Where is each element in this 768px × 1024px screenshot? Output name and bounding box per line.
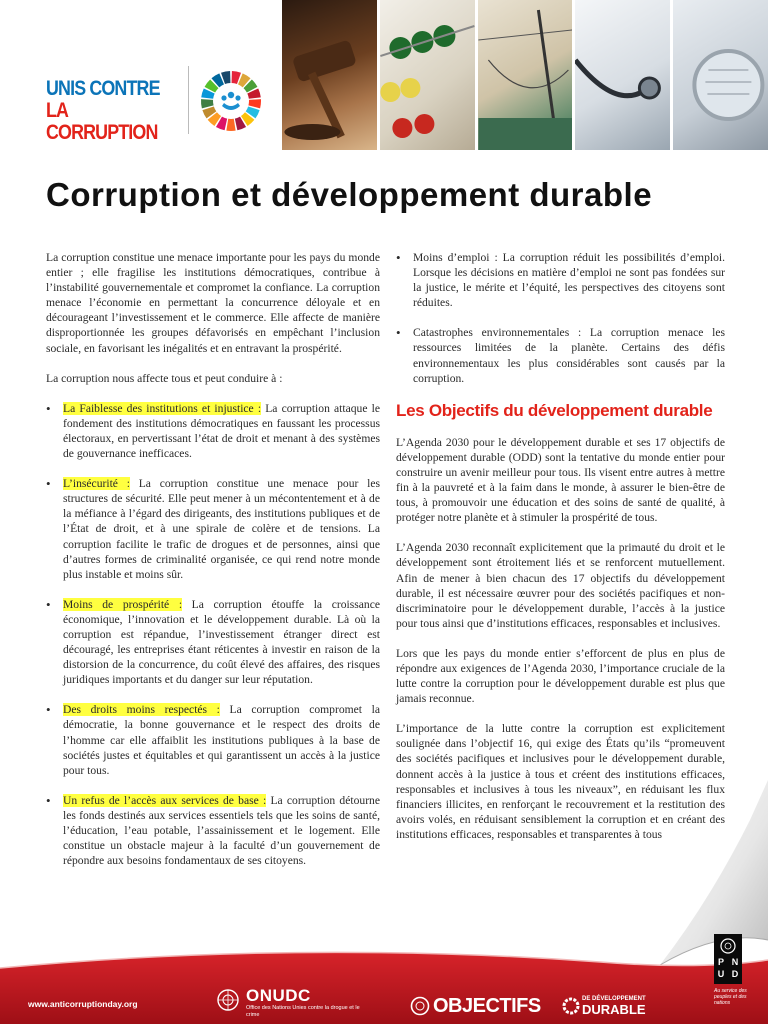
impact-list-continued bbox=[396, 250, 725, 386]
undp-tagline: Au service des peuples et des nations bbox=[714, 988, 747, 1006]
sdg-wheel-icon bbox=[200, 70, 262, 132]
sdg-word: OBJECTIFS bbox=[433, 995, 541, 1017]
website-link[interactable]: www.anticorruptionday.org bbox=[28, 999, 138, 1009]
undp-letter: D bbox=[731, 969, 739, 979]
impact-list bbox=[46, 401, 380, 869]
footer-banner bbox=[0, 940, 768, 1024]
gavel-photo bbox=[282, 0, 377, 150]
sdg-wheel-segment bbox=[248, 99, 261, 108]
undp-logo bbox=[714, 934, 747, 1024]
body-paragraph: L’importance de la lutte contre la corruption est explicitement soulignée dans l’objectif 16, qui exige des États qu’ils “promeuvent des sociétés pacifiques et inclusives pour le développement durable, donnent accès à la justice à tous et créent des institutions efficaces, responsables et inclusives à tous les niveaux”, en réduisant les flux financiers illicites, en renforçant le recouvrement et la restitution des avoirs volés, en réduisant sensiblement la corruption et en créant des institutions efficaces, responsables et transparentes à tous bbox=[396, 722, 725, 841]
stethoscope-photo bbox=[575, 0, 670, 150]
body-paragraph: Lors que les pays du monde entier s’efforcent de plus en plus de répondre aux exigences de l’Agenda 2030, l’importance cruciale de la lutte contre la corruption pour le développement durable est plus que jamais reconnue. bbox=[396, 646, 725, 706]
list-item: • Moins d’emploi : La corruption réduit les possibilités d’emploi. Lorsque les décisions en matière d’emploi ne sont pas fondées sur la justice, le mérite et l’équité, les perspectives des citoyens sont réduites. bbox=[396, 250, 725, 310]
logo-divider bbox=[188, 66, 189, 134]
body-paragraph: L’Agenda 2030 reconnaît explicitement que la primauté du droit et le développement sont étroitement liés et se renforcent mutuellement. Afin de mener à bien chacun des 17 objectifs du développement durable, il est nécessaire œuvrer pour des sociétés pacifiques et non-discriminatoire pour le développement durable, l’accès à la justice pour tous ainsi que d’institutions efficaces, responsables et inclusives. bbox=[396, 541, 725, 630]
header-photo-strip bbox=[282, 0, 768, 150]
sdg-wheel-segment bbox=[201, 99, 214, 108]
highlighted-term: Un refus de l’accès aux services de base : bbox=[63, 793, 267, 807]
list-item: • Catastrophes environnementales : La corruption menace les ressources limitées de la planète. Certains des défis environnementaux les plus considérables sont causés par la corruption. bbox=[396, 325, 725, 385]
list-item-text: La corruption étouffe la croissance économique, l’innovation et le développement durable. Là où la corruption est répandue, l’investissement étranger direct est découragé, les entreprises étant réticentes à investir en raison de la distorsion de la concurrence, du coût élevé des affaires, des risques juridiques importants et du danger sur leur réputation. bbox=[63, 597, 380, 687]
list-item bbox=[46, 793, 380, 868]
sdg-subtitle: DE DÉVELOPPEMENT bbox=[582, 996, 646, 1002]
list-item bbox=[46, 401, 380, 461]
un-emblem-icon bbox=[719, 937, 737, 955]
section-title: Les Objectifs du développement durable bbox=[396, 400, 713, 420]
onudc-subtitle: Office des Nations Unies contre la drogue et le crime bbox=[246, 1005, 360, 1018]
list-item-text: La corruption constitue une menace pour les structures de sécurité. Elle peut mener à un mécontentement et à de la méfiance à l’égard des dirigeants, des institutions publiques et de l’État de droit, et à une spirale de colère et de tensions. La corruption facilite le trafic de drogues et de personnes, ainsi que d’autres formes de criminalité organisée, ce qui rend notre monde plus instable et moins sûr. bbox=[63, 477, 381, 581]
un-emblem-icon bbox=[410, 996, 430, 1016]
sdg-ring-icon bbox=[562, 997, 580, 1015]
campaign-logo-line1: UNIS CONTRE bbox=[46, 77, 160, 100]
highlighted-term: La Faiblesse des institutions et injustice : bbox=[63, 401, 262, 415]
list-item-text: La corruption attaque le fondement des institutions démocratiques en faussant les processus électoraux, en pervertissant l’état de droit et menant à des systèmes de gouvernance inefficaces. bbox=[63, 401, 380, 461]
campaign-logo-line2: LA CORRUPTION bbox=[46, 99, 158, 144]
undp-letter: N bbox=[731, 957, 739, 967]
undp-letters bbox=[714, 956, 742, 980]
lead-paragraph: La corruption nous affecte tous et peut conduire à : bbox=[46, 371, 283, 385]
highlighted-term: Des droits moins respectés : bbox=[63, 703, 220, 717]
onudc-name: ONUDC bbox=[246, 986, 311, 1005]
page-title: Corruption et développement durable bbox=[46, 176, 653, 213]
list-item-text: La corruption compromet la démocratie, la bonne gouvernance et le respect des droits de l’homme car elle affaiblit les institutions publiques à la base de sociétés justes et équitables et qui garantissent un accès à la justice pour tous. bbox=[63, 703, 380, 777]
sdg-durable: DURABLE bbox=[582, 1002, 646, 1017]
list-item bbox=[46, 476, 380, 582]
left-column bbox=[46, 250, 380, 883]
right-column bbox=[396, 250, 725, 857]
magnifier-photo bbox=[673, 0, 768, 150]
header bbox=[0, 0, 768, 150]
campaign-logo bbox=[46, 78, 165, 144]
sdg-wheel-segment bbox=[226, 119, 235, 131]
highlighted-term: L’insécurité : bbox=[63, 477, 130, 491]
list-item bbox=[46, 597, 380, 688]
list-item-text: La corruption détourne les fonds destinés aux services essentiels tels que les soins de santé, l’éducation, l’eau potable, l’assainissement et le logement. Elle constitue un obstacle majeur à la faculté d’un gouvernement de répondre aux besoins fondamentaux de ses citoyens. bbox=[63, 793, 380, 868]
highlighted-term: Moins de prospérité : bbox=[63, 597, 183, 611]
undp-letter: P bbox=[717, 957, 724, 967]
list-item bbox=[46, 702, 380, 777]
un-emblem-icon bbox=[216, 988, 240, 1012]
footer bbox=[0, 940, 768, 1024]
blueprint-photo bbox=[478, 0, 573, 150]
undp-letter: U bbox=[717, 969, 725, 979]
body-paragraph: L’Agenda 2030 pour le développement durable et ses 17 objectifs de développement durable (ODD) sont la tentative du monde entier pour construire un avenir meilleur pour tous. Ils visent entre autres à mettre fin à la pauvreté et à la faim dans le monde, à assurer le bien-être de tous, à promouvoir une éducation et des soins de santé de qualité, à protéger notre planète et à stimuler la prospérité de tous. bbox=[396, 435, 725, 525]
intro-paragraph: La corruption constitue une menace importante pour les pays du monde entier ; elle fragilise les institutions démocratiques, contribue à l’instabilité gouvernementale et compromet la confiance. La corruption menace l’économie en permettant la concurrence déloyale et en décourageant l’investissement et le commerce. Elle affecte de manière disproportionnée les groupes défavorisés en empêchant l’inclusion sociale, en favorisant les inégalités et en entravant la prospérité. bbox=[46, 251, 380, 355]
abacus-photo bbox=[380, 0, 475, 150]
